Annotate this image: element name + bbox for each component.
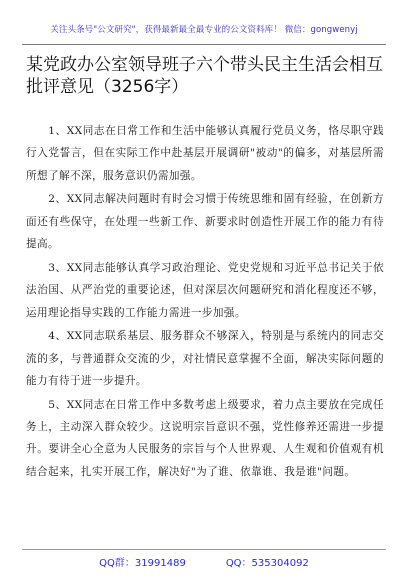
paragraph-4: 4、XX同志联系基层、服务群众不够深入，特别是与系统内的同志交流的多，与普通群众交流的少，对社情民意掌握不全面，解决实际问题的能力有待于进一步提升。 xyxy=(26,330,384,388)
paragraph-5: 5、XX同志在日常工作中多数考虑上级要求，着力点主要放在完成任务上，主动深入群众较少。这说明宗旨意识不强，党性修养还需进一步提升。要讲全心全意为人民服务的宗旨与个人世界观、人生观和价值观有机结合起来，扎实开展工作，解决好"为了谁、依靠谁、我是谁"问题。 xyxy=(26,398,384,478)
paragraph-2: 2、XX同志解决问题时有时会习惯于传统思维和固有经验，在创新方面还有些保守，在处理一些新工作、新要求时创造性开展工作的能力有待提高。 xyxy=(26,193,384,251)
paragraph-1: 1、XX同志在日常工作和生活中能够认真履行党员义务，恪尽职守践行入党誓言，但在实际工作中赴基层开展调研"被动"的偏多，对基层所需所想了解不深，服务意识仍需加强。 xyxy=(26,125,384,182)
paragraph-3: 3、XX同志能够认真学习政治理论、党史党规和习近平总书记关于依法治国、从严治党的重要论述，但对深层次问题研究和消化程度还不够，运用理论指导实践的工作能力需进一步加强。 xyxy=(26,261,384,319)
page-header xyxy=(22,14,386,45)
footer-qq: QQ：535304092 xyxy=(225,557,309,569)
header-banner-text: 关注头条号"公文研究"，获得最新最全最专业的公文资料库！ 微信：gongwenyj xyxy=(50,25,358,35)
page-footer xyxy=(22,549,386,572)
document-title: 某党政办公室领导班子六个带头民主生活会相互批评意见（3256字） xyxy=(26,55,383,97)
document-body xyxy=(26,120,384,484)
footer-qq-group: QQ群：31991489 xyxy=(99,557,186,569)
